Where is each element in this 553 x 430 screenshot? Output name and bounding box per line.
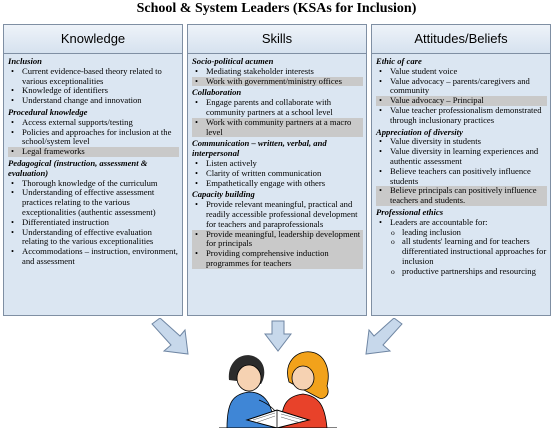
bullet-list xyxy=(8,118,179,157)
list-item-text: Understanding of effective evaluation relating to the various exceptionalities xyxy=(22,226,154,247)
column-header: Skills xyxy=(188,25,366,54)
list-item xyxy=(192,118,363,138)
column-attitudes-beliefs xyxy=(371,24,551,316)
bullet-list xyxy=(376,67,547,126)
list-item-text: Thorough knowledge of the curriculum xyxy=(22,177,158,188)
bullet-list xyxy=(8,67,179,106)
list-item-text: Differentiated instruction xyxy=(22,216,109,227)
sub-list-item: o productive partnerships and resourcing xyxy=(376,267,547,277)
list-item xyxy=(192,230,363,250)
section-heading: Communication – written, verbal, and interpersonal xyxy=(192,138,327,159)
list-item-text: Providing comprehensive induction programmes for teachers xyxy=(206,248,329,268)
list-item-text: Believe principals can positively influence teachers and students. xyxy=(390,185,537,206)
list-item-text: Listen actively xyxy=(206,157,257,168)
diagram-title: School & System Leaders (KSAs for Inclusion) xyxy=(136,1,417,16)
list-item-text: Engage parents and collaborate with community partners at a school level xyxy=(206,97,333,117)
list-item xyxy=(376,147,547,167)
section-heading: Collaboration xyxy=(192,87,242,98)
list-item xyxy=(192,179,363,189)
list-item xyxy=(8,228,179,248)
list-item xyxy=(8,147,179,157)
arrow-diagonal-left-icon xyxy=(362,318,406,358)
bullet-list xyxy=(192,67,363,87)
list-item-text: Empathetically engage with others xyxy=(206,177,326,188)
list-item-text: Work with government/ministry offices xyxy=(206,75,342,86)
list-item xyxy=(192,249,363,269)
list-item-text: Access external supports/testing xyxy=(22,116,133,127)
section-heading: Pedagogical (instruction, assessment & evaluation) xyxy=(8,157,148,178)
list-item-text: Clarity of written communication xyxy=(206,167,322,178)
list-item xyxy=(8,188,179,217)
list-item-text: Knowledge of identifiers xyxy=(22,85,108,96)
section-heading: Procedural knowledge xyxy=(8,106,88,117)
list-item-text: Value student voice xyxy=(390,65,458,76)
list-item xyxy=(376,106,547,126)
list-item-text: Leaders are accountable for: xyxy=(390,216,488,227)
arrow-diagonal-right-icon xyxy=(148,318,192,358)
section-heading: Appreciation of diversity xyxy=(376,126,463,137)
list-item xyxy=(192,200,363,229)
list-item-text: Value diversity in students xyxy=(390,136,481,147)
list-item-text: Accommodations – instruction, environment, and assessment xyxy=(22,246,178,266)
column-body xyxy=(188,54,366,269)
section-heading: Inclusion xyxy=(8,56,42,66)
list-item xyxy=(192,77,363,87)
children-reading-illustration xyxy=(219,340,337,428)
section-heading: Socio-political acumen xyxy=(192,56,274,66)
list-item-text: Believe teachers can positively influence students xyxy=(390,165,531,186)
list-item xyxy=(192,98,363,118)
column-skills xyxy=(187,24,367,316)
list-item-text: Provide relevant meaningful, practical and readily accessible professional development for teachers and paraprofessionals xyxy=(206,199,358,229)
list-item-text: Understand change and innovation xyxy=(22,95,142,106)
list-item xyxy=(8,96,179,106)
list-item-text: Understanding of effective assessment practices relating to the various exceptionalities (authentic assessment) xyxy=(22,187,156,217)
list-item-text: Legal frameworks xyxy=(22,146,85,157)
list-item-text: Value advocacy – Principal xyxy=(390,95,484,106)
list-item-text: Current evidence-based theory related to various exceptionalities xyxy=(22,65,162,86)
list-item-text: Mediating stakeholder interests xyxy=(206,65,314,76)
bullet-list xyxy=(376,218,547,277)
list-item xyxy=(376,167,547,187)
list-item-text: Value teacher professionalism demonstrated through inclusionary practices xyxy=(390,104,542,125)
list-item-text: Value diversity in learning experiences and authentic assessment xyxy=(390,146,539,166)
section-heading: Capacity building xyxy=(192,189,255,200)
sub-list-item: o leading inclusion xyxy=(376,228,547,238)
column-body xyxy=(4,54,182,267)
list-item xyxy=(8,128,179,148)
column-header: Knowledge xyxy=(4,25,182,54)
list-item-text: Provide meaningful, leadership development for principals xyxy=(206,228,361,249)
list-item-text: Value advocacy – parents/caregivers and community xyxy=(390,75,530,96)
sub-list-item: o all students' learning and for teachers differentiated instructional approaches for inclusion xyxy=(376,237,547,266)
column-header: Attitudes/Beliefs xyxy=(372,25,550,54)
list-item xyxy=(376,186,547,206)
column-body xyxy=(372,54,550,277)
bullet-list xyxy=(376,137,547,206)
column-knowledge xyxy=(3,24,183,316)
list-item xyxy=(8,247,179,267)
bullet-list xyxy=(192,200,363,269)
section-heading: Professional ethics xyxy=(376,206,444,217)
list-item-text: Policies and approaches for inclusion at the school/system level xyxy=(22,126,172,147)
bullet-list xyxy=(192,98,363,137)
list-item xyxy=(376,77,547,97)
list-item-text: Work with community partners at a macro level xyxy=(206,116,352,137)
sub-list xyxy=(376,228,547,277)
bullet-list xyxy=(192,159,363,188)
section-heading: Ethic of care xyxy=(376,56,422,66)
bullet-list xyxy=(8,179,179,267)
list-item xyxy=(8,67,179,87)
